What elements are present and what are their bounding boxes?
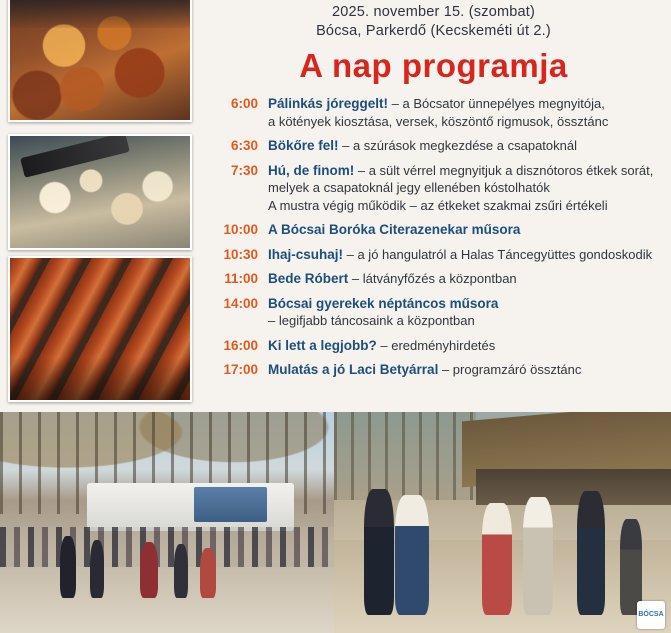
schedule-subline: – legifjabb táncosaink a központban bbox=[268, 313, 475, 328]
schedule-desc: – programzáró össztánc bbox=[438, 362, 582, 377]
schedule-body bbox=[268, 361, 671, 379]
schedule-time: 10:30 bbox=[223, 246, 258, 262]
page-title: A nap programja bbox=[299, 47, 568, 84]
schedule-body bbox=[268, 270, 671, 288]
schedule-desc: – a Bócsator ünnepélyes megnyitója, bbox=[388, 96, 605, 111]
schedule-body bbox=[268, 137, 671, 155]
schedule-time: 17:00 bbox=[223, 362, 258, 377]
schedule-desc: – a sült vérrel megnyitjuk a disznótoros étkek sorát, bbox=[354, 162, 654, 178]
schedule-row bbox=[202, 162, 671, 215]
schedule-subline-2: A mustra végig működik – az étkeket szakmai zsűri értékeli bbox=[268, 197, 608, 213]
schedule-row bbox=[202, 361, 671, 379]
schedule-row bbox=[202, 137, 671, 155]
schedule-title: Ki lett a legjobb? bbox=[268, 337, 377, 353]
schedule-body bbox=[268, 246, 671, 264]
schedule-title: Bökőre fel! bbox=[268, 138, 339, 153]
schedule-desc: – a szúrások megkezdése a csapatoknál bbox=[338, 138, 577, 153]
schedule-title: Pálinkás jóreggelt! bbox=[268, 96, 389, 111]
schedule-row bbox=[202, 295, 671, 330]
photo-folk-dance-couples-barn bbox=[334, 412, 671, 633]
photo-folk-dancers-market bbox=[0, 412, 334, 633]
schedule-desc: – eredményhirdetés bbox=[376, 337, 496, 353]
schedule-row bbox=[202, 246, 671, 264]
organizer-logo: BÓCSA bbox=[637, 601, 665, 629]
schedule-desc: – a jó hangulatról a Halas Táncegyüttes gondoskodik bbox=[343, 246, 653, 262]
photo-column-left bbox=[0, 0, 196, 412]
event-location: Bócsa, Parkerdő (Kecskeméti út 2.) bbox=[316, 23, 551, 39]
schedule-row bbox=[202, 270, 671, 288]
schedule-body bbox=[268, 221, 671, 239]
event-date: 2025. november 15. (szombat) bbox=[331, 4, 536, 20]
schedule-body bbox=[268, 337, 671, 355]
schedule-title: Bede Róbert bbox=[268, 271, 349, 286]
schedule-subline: a kötények kiosztása, versek, köszöntő rigmusok, össztánc bbox=[268, 113, 609, 129]
schedule-body bbox=[268, 162, 671, 215]
schedule-title: Mulatás a jó Laci Betyárral bbox=[268, 362, 439, 377]
schedule-row bbox=[202, 337, 671, 355]
schedule-time: 6:00 bbox=[230, 96, 258, 111]
photo-sliced-onions-tongs bbox=[8, 134, 192, 250]
schedule-row bbox=[202, 95, 671, 130]
schedule-list bbox=[196, 95, 671, 379]
photo-goulash-pot bbox=[8, 0, 192, 122]
schedule-desc: – látványfőzés a központban bbox=[348, 271, 517, 286]
photo-grilled-sausages bbox=[8, 256, 192, 402]
schedule-body bbox=[268, 295, 671, 330]
schedule-subline: melyek a csapatoknál jegy ellenében kóstolhatók bbox=[268, 180, 550, 195]
schedule-row bbox=[202, 221, 671, 239]
schedule-title: Ihaj-csuhaj! bbox=[268, 246, 344, 262]
schedule-title: Bócsai gyerekek néptáncos műsora bbox=[268, 295, 499, 311]
schedule-title: Hú, de finom! bbox=[268, 162, 355, 178]
program-column bbox=[196, 0, 671, 412]
schedule-time: 11:00 bbox=[224, 271, 258, 286]
schedule-body bbox=[268, 95, 671, 130]
schedule-time: 6:30 bbox=[230, 138, 258, 153]
schedule-time: 16:00 bbox=[223, 337, 258, 353]
schedule-time: 10:00 bbox=[223, 222, 258, 237]
poster-bottom-photos bbox=[0, 412, 671, 633]
schedule-time: 7:30 bbox=[230, 162, 258, 178]
schedule-title: A Bócsai Boróka Citerazenekar műsora bbox=[268, 222, 521, 237]
schedule-time: 14:00 bbox=[223, 295, 258, 311]
